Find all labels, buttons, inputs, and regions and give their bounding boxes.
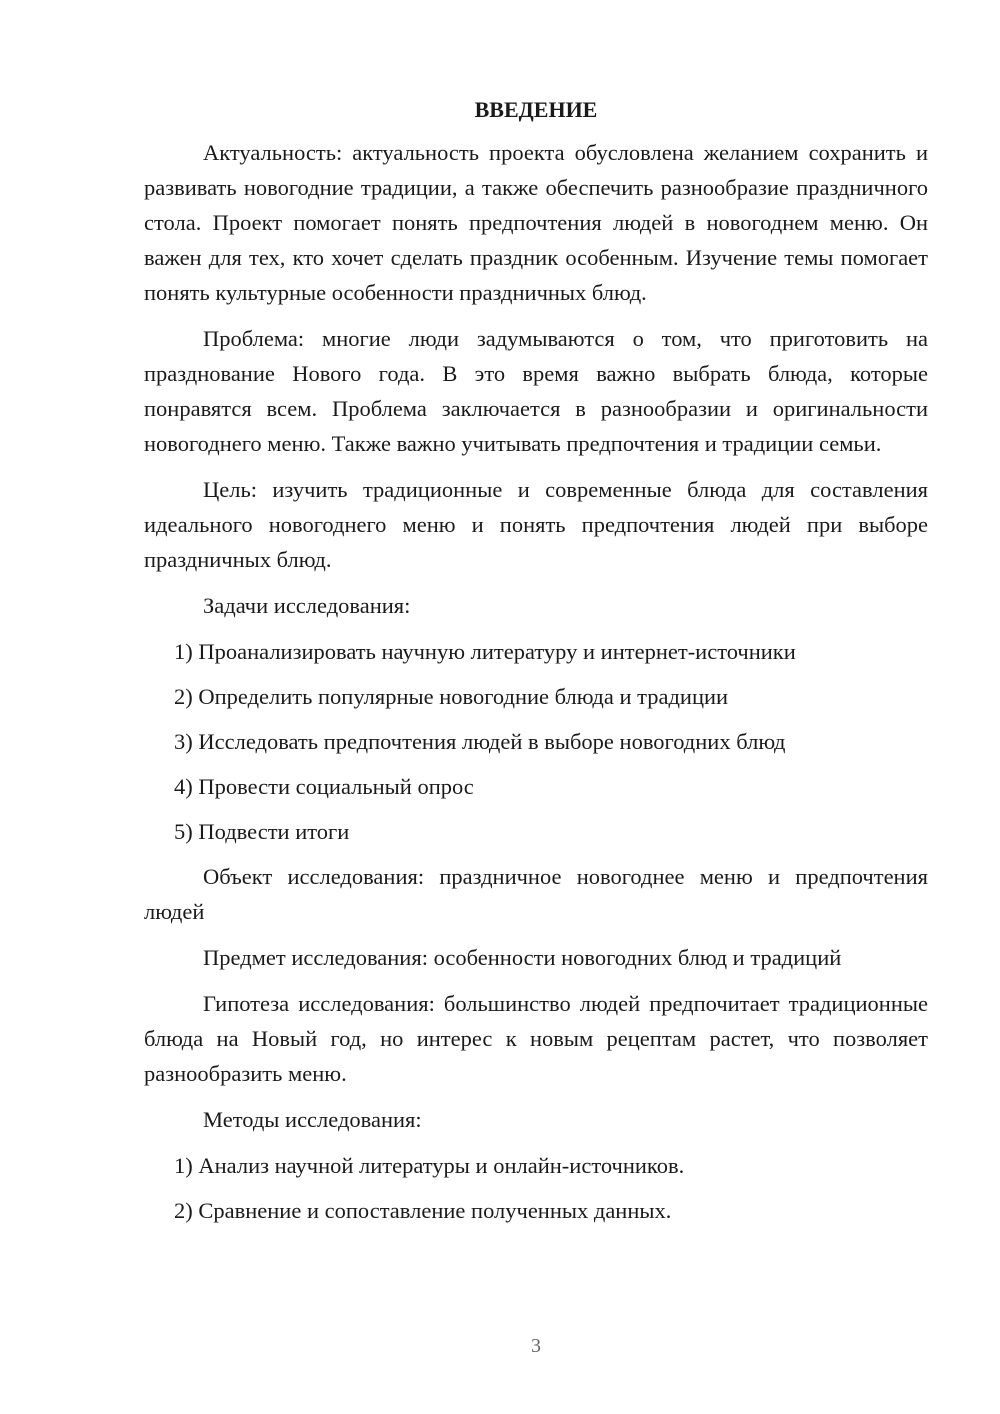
tasks-heading: Задачи исследования: — [203, 593, 411, 618]
goal-paragraph: Цель: изучить традиционные и современные блюда для составления идеального новогоднего меню и понять предпочтения людей при выборе праздничных блюд. — [144, 477, 928, 572]
page-number: 3 — [531, 1335, 541, 1357]
problem-paragraph: Проблема: многие люди задумываются о том, что приготовить на празднование Нового года. В это время важно выбрать блюда, которые понравятся всем. Проблема заключается в разнообразии и оригинальности новогоднего меню. Также важно учитывать предпочтения и традиции семьи. — [144, 326, 928, 456]
hypothesis-paragraph: Гипотеза исследования: большинство людей предпочитает традиционные блюда на Новый год, но интерес к новым рецептам растет, что позволяет разнообразить меню. — [144, 991, 928, 1086]
relevance-paragraph: Актуальность: актуальность проекта обусловлена желанием сохранить и развивать новогодние традиции, а также обеспечить разнообразие праздничного стола. Проект помогает понять предпочтения людей в новогоднем меню. Он важен для тех, кто хочет сделать праздник особенным. Изучение темы помогает понять культурные особенности праздничных блюд. — [144, 140, 928, 305]
methods-list — [144, 1148, 928, 1228]
tasks-list — [144, 634, 928, 849]
list-item: 1) Анализ научной литературы и онлайн-источников. — [174, 1153, 685, 1178]
list-item: 4) Провести социальный опрос — [174, 774, 474, 799]
methods-heading: Методы исследования: — [203, 1107, 422, 1132]
page-content — [144, 92, 928, 1238]
list-item: 1) Проанализировать научную литературу и интернет-источники — [174, 639, 796, 664]
list-item: 5) Подвести итоги — [174, 819, 350, 844]
list-item: 2) Определить популярные новогодние блюда и традиции — [174, 684, 729, 709]
list-item: 2) Сравнение и сопоставление полученных данных. — [174, 1198, 672, 1223]
subject-paragraph: Предмет исследования: особенности новогодних блюд и традиций — [203, 945, 842, 970]
list-item: 3) Исследовать предпочтения людей в выборе новогодних блюд — [174, 729, 786, 754]
object-paragraph: Объект исследования: праздничное новогоднее меню и предпочтения людей — [144, 864, 928, 924]
page-title: ВВЕДЕНИЕ — [474, 97, 598, 122]
